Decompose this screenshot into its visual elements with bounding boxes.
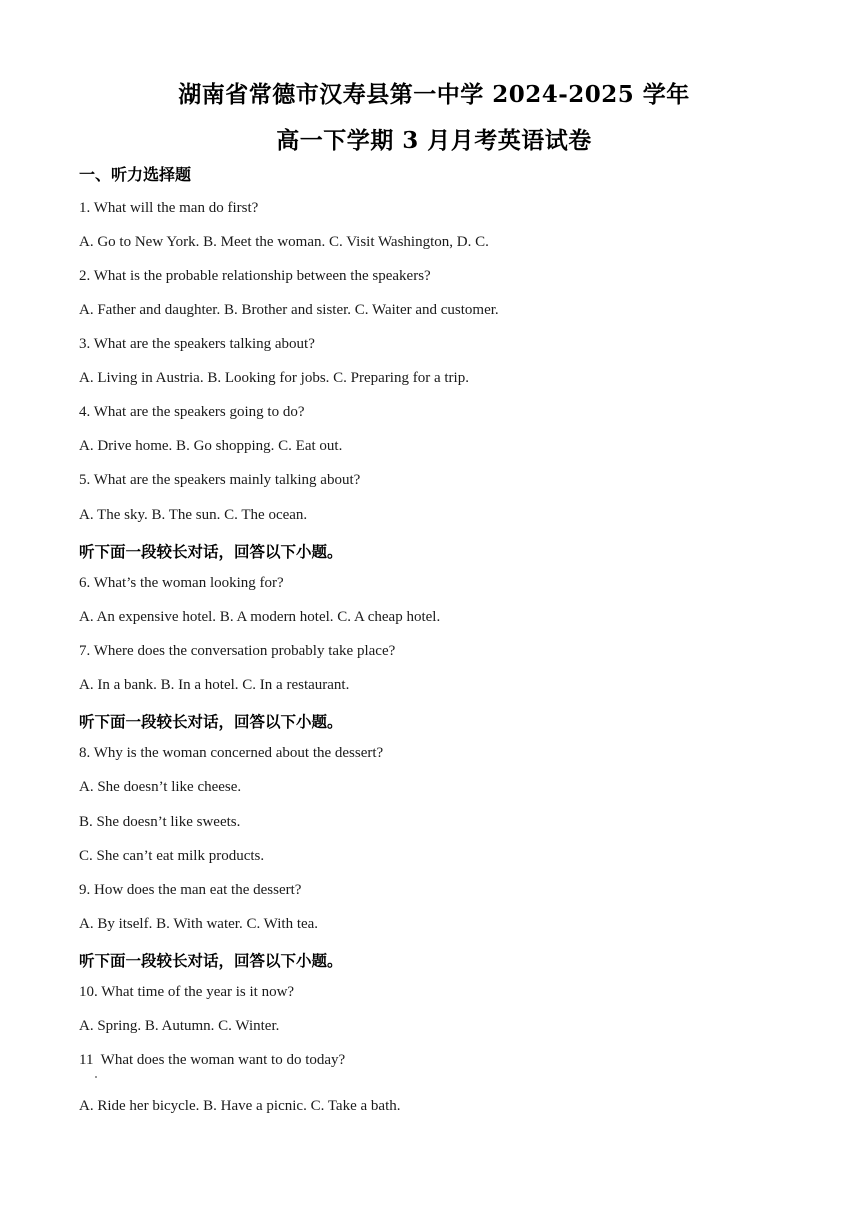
instruction-subhead: 听下面一段较长对话，回答以下小题。 — [79, 713, 343, 731]
question-7: 7. Where does the conversation probably take place? — [79, 643, 396, 659]
question-3: 3. What are the speakers talking about? — [79, 336, 315, 352]
scan-speck — [95, 1076, 97, 1078]
options-8-a: A. She doesn’t like cheese. — [79, 779, 242, 795]
options-8-c: C. She can’t eat milk products. — [79, 848, 265, 864]
question-4: 4. What are the speakers going to do? — [79, 404, 305, 420]
options-5: A. The sky. B. The sun. C. The ocean. — [79, 507, 308, 523]
document-title-line2: 高一下学期 3 月月考英语试卷 — [276, 127, 592, 154]
options-10: A. Spring. B. Autumn. C. Winter. — [79, 1018, 280, 1034]
options-8-b: B. She doesn’t like sweets. — [79, 814, 241, 830]
document-title-line1: 湖南省常德市汉寿县第一中学 2024-2025 学年 — [178, 81, 690, 108]
question-8: 8. Why is the woman concerned about the dessert? — [79, 745, 384, 761]
question-9: 9. How does the man eat the dessert? — [79, 882, 302, 898]
options-9: A. By itself. B. With water. C. With tea. — [79, 916, 319, 932]
question-6: 6. What’s the woman looking for? — [79, 575, 284, 591]
question-10: 10. What time of the year is it now? — [79, 984, 295, 1000]
options-7: A. In a bank. B. In a hotel. C. In a restaurant. — [79, 677, 350, 693]
section-heading-listening: 一、听力选择题 — [79, 165, 192, 184]
options-6: A. An expensive hotel. B. A modern hotel. C. A cheap hotel. — [79, 609, 441, 625]
instruction-subhead: 听下面一段较长对话，回答以下小题。 — [79, 543, 343, 561]
question-2: 2. What is the probable relationship between the speakers? — [79, 268, 431, 284]
options-2: A. Father and daughter. B. Brother and sister. C. Waiter and customer. — [79, 302, 499, 318]
options-4: A. Drive home. B. Go shopping. C. Eat out. — [79, 438, 343, 454]
options-3: A. Living in Austria. B. Looking for jobs. C. Preparing for a trip. — [79, 370, 469, 386]
options-1: A. Go to New York. B. Meet the woman. C. Visit Washington, D. C. — [79, 234, 489, 250]
options-11: A. Ride her bicycle. B. Have a picnic. C. Take a bath. — [79, 1098, 401, 1114]
question-1: 1. What will the man do first? — [79, 200, 259, 216]
question-5: 5. What are the speakers mainly talking about? — [79, 472, 361, 488]
instruction-subhead: 听下面一段较长对话，回答以下小题。 — [79, 952, 343, 970]
question-11: 11 What does the woman want to do today? — [79, 1052, 346, 1068]
